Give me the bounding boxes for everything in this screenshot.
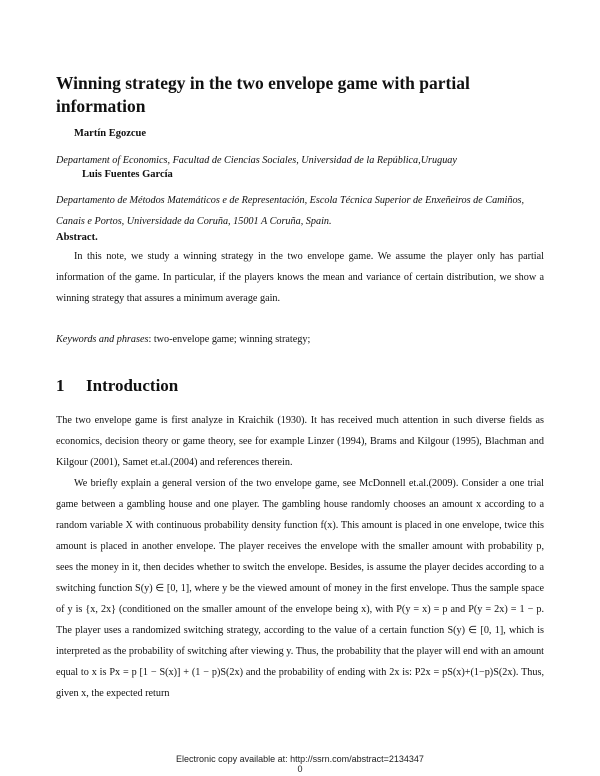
body-paragraph: The two envelope game is first analyze in Kraichik (1930). It has received much attention in such diverse fields as economics, decision theory or game theory, see for example Linzer (1994), Brams and Kilgour (1995), Blachman and Kilgour (2001), Samet et.al.(2004) and references therein. [56, 415, 544, 468]
abstract-body [56, 246, 544, 309]
author-affiliation: Departamento de Métodos Matemáticos e de Representación, Escola Técnica Superior de Enxeñeiros de Camiños, Canais e Portos, Universidade da Coruña, 15001 A Coruña, Spain. [56, 195, 525, 227]
section-number: 1 [56, 376, 65, 395]
keywords [56, 334, 310, 345]
page-number: 0 [297, 764, 303, 774]
footer-copy-notice: Electronic copy available at: http://ssrn.com/abstract=2134347 [176, 754, 424, 764]
section-title: Introduction [86, 376, 179, 395]
author-affiliation: Departament of Economics, Facultad de Ciencias Sociales, Universidad de la República,Uruguay [56, 155, 457, 166]
keywords-label: Keywords and phrases [56, 334, 149, 345]
section-heading [56, 376, 178, 396]
intro-body [56, 410, 544, 704]
body-paragraph: We briefly explain a general version of the two envelope game, see McDonnell et.al.(2009). Consider a one trial game between a gambling house and one player. The gambling house randomly chooses an amount x according to a random variable X with continuous probability density function f(x). This amount is placed in one envelope, twice this amount is placed in another envelope. The player receives the envelope with the smaller amount with probability p, sees the money in it, then decides whether to switch the envelope. Besides, is assume the player decides according to a switching function S(y) ∈ [0, 1], where y be the viewed amount of money in the first envelope. Thus the sample space of y is {x, 2x} (conditioned on the smaller amount of the envelope being x), with P(y = x) = p and P(y = 2x) = 1 − p. The player uses a randomized switching strategy, according to the value of a certain function S(y) ∈ [0, 1], which is interpreted as the probability of switching after viewing y. Thus, the probability that the player will end with an amount equal to x is Px = p [1 − S(x)] + (1 − p)S(2x) and the probability of ending with 2x is: P2x = pS(x)+(1−p)S(2x). Thus, given x, the expected return [56, 478, 544, 699]
author-name: Martín Egozcue [74, 128, 147, 139]
paper-title: Winning strategy in the two envelope game with partial information [56, 73, 470, 116]
abstract-paragraph: In this note, we study a winning strategy in the two envelope game. We assume the player only has partial information of the game. In particular, if the players knows the mean and variance of certain distribution, we show a winning strategy that assures a minimum average gain. [56, 251, 544, 304]
author-name: Luis Fuentes García [82, 169, 173, 180]
keywords-text: : two-envelope game; winning strategy; [148, 334, 311, 345]
abstract-heading: Abstract. [56, 232, 98, 243]
